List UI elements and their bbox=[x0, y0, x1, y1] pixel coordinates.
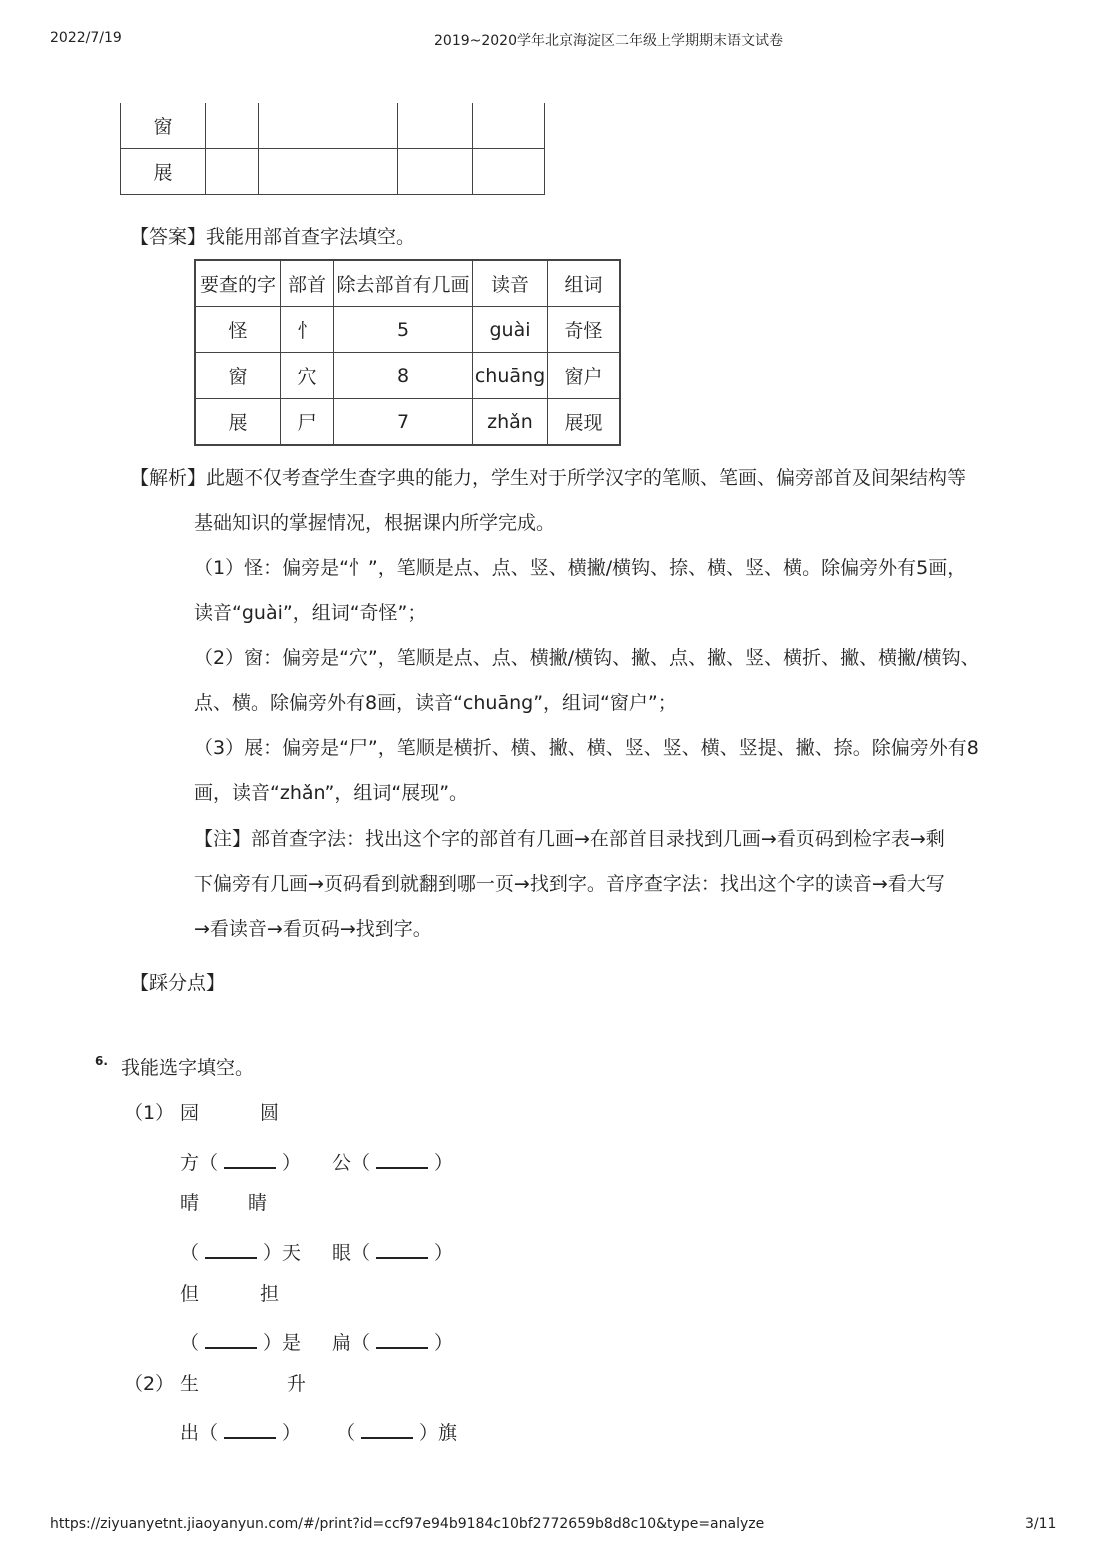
table-cell: 展 bbox=[121, 149, 206, 195]
table-cell: chuāng bbox=[473, 353, 548, 399]
fill-text: 出（ bbox=[180, 1422, 219, 1444]
table-cell: 窗户 bbox=[548, 353, 621, 399]
table-cell: 展 bbox=[195, 399, 281, 446]
analysis-text: 基础知识的掌握情况，根据课内所学完成。 bbox=[194, 512, 556, 534]
table-header-row bbox=[195, 260, 620, 307]
page-url: https://ziyuanyetnt.jiaoyanyun.com/#/print?id=ccf97e94b9184c10bf2772659b8d8c10&type=analyze bbox=[50, 1516, 765, 1532]
table-cell: 怪 bbox=[195, 307, 281, 353]
char-option: 生 bbox=[180, 1373, 200, 1395]
table-row bbox=[195, 399, 620, 446]
fill-text: ）天 bbox=[263, 1242, 302, 1264]
answer-line bbox=[130, 228, 415, 247]
fill-text: 眼（ bbox=[332, 1242, 371, 1264]
table-cell bbox=[206, 149, 259, 195]
char-option: 升 bbox=[287, 1373, 307, 1395]
table-row bbox=[121, 103, 545, 149]
fill-text: （ bbox=[180, 1242, 200, 1264]
fill-text: （ bbox=[336, 1422, 356, 1444]
fill-text: 扁（ bbox=[332, 1332, 371, 1354]
table-cell: 穴 bbox=[281, 353, 334, 399]
table-cell: zhǎn bbox=[473, 399, 548, 446]
answer-label: 【答案】 bbox=[130, 226, 207, 248]
table-cell bbox=[473, 149, 545, 195]
table-cell bbox=[259, 103, 398, 149]
fill-text: （ bbox=[180, 1332, 200, 1354]
analysis-point-1-cont: 读音“guài”，组词“奇怪”； bbox=[194, 602, 427, 624]
table-cell bbox=[398, 103, 473, 149]
answer-blank[interactable] bbox=[376, 1330, 428, 1349]
fill-line bbox=[180, 1420, 301, 1443]
continued-lookup-table bbox=[120, 103, 545, 195]
document-title: 2019~2020学年北京海淀区二年级上学期期末语文试卷 bbox=[434, 33, 783, 49]
table-cell: 窗 bbox=[195, 353, 281, 399]
analysis-point-3-cont: 画，读音“zhǎn”，组词“展现”。 bbox=[194, 782, 469, 804]
fill-text: ） bbox=[434, 1332, 454, 1354]
analysis-point-1: （1）怪：偏旁是“忄”，笔顺是点、点、竖、横撇/横钩、捺、横、竖、横。除偏旁外有5画， bbox=[194, 557, 967, 579]
table-cell: guài bbox=[473, 307, 548, 353]
fill-text: ） bbox=[434, 1152, 454, 1174]
answer-blank[interactable] bbox=[376, 1150, 428, 1169]
answer-table bbox=[194, 259, 621, 446]
print-date: 2022/7/19 bbox=[50, 30, 122, 46]
table-cell: 尸 bbox=[281, 399, 334, 446]
question-number: 6. bbox=[95, 1054, 108, 1068]
char-option: 园 bbox=[180, 1102, 200, 1124]
answer-blank[interactable] bbox=[376, 1240, 428, 1259]
char-option: 担 bbox=[260, 1283, 280, 1305]
analysis-text: 此题不仅考查学生查字典的能力，学生对于所学汉字的笔顺、笔画、偏旁部首及间架结构等 bbox=[206, 467, 967, 489]
analysis-point-2-cont: 点、横。除偏旁外有8画，读音“chuāng”，组词“窗户”； bbox=[194, 692, 677, 714]
char-option: 但 bbox=[180, 1283, 200, 1305]
analysis-line bbox=[130, 469, 966, 488]
answer-blank[interactable] bbox=[205, 1330, 257, 1349]
answer-blank[interactable] bbox=[224, 1420, 276, 1439]
part-label: （2） bbox=[124, 1373, 175, 1395]
table-cell: 7 bbox=[334, 399, 473, 446]
char-option: 晴 bbox=[180, 1192, 200, 1214]
table-cell bbox=[259, 149, 398, 195]
answer-blank[interactable] bbox=[205, 1240, 257, 1259]
table-row bbox=[121, 149, 545, 195]
column-header: 组词 bbox=[548, 260, 621, 307]
analysis-note-cont: 下偏旁有几画→页码看到就翻到哪一页→找到字。音序查字法：找出这个字的读音→看大写 bbox=[194, 873, 945, 895]
char-option: 睛 bbox=[248, 1192, 268, 1214]
table-cell: 窗 bbox=[121, 103, 206, 149]
table-cell: 忄 bbox=[281, 307, 334, 353]
fill-line bbox=[332, 1330, 453, 1353]
fill-text: ） bbox=[282, 1422, 302, 1444]
table-row bbox=[195, 353, 620, 399]
analysis-point-2: （2）窗：偏旁是“穴”，笔顺是点、点、横撇/横钩、撇、点、撇、竖、横折、撇、横撇/横钩、 bbox=[194, 647, 980, 669]
answer-blank[interactable] bbox=[224, 1150, 276, 1169]
fill-line bbox=[180, 1240, 301, 1263]
fill-text: ） bbox=[282, 1152, 302, 1174]
fill-text: ）旗 bbox=[419, 1422, 458, 1444]
table-cell bbox=[398, 149, 473, 195]
column-header: 读音 bbox=[473, 260, 548, 307]
question-prompt: 我能选字填空。 bbox=[121, 1057, 255, 1079]
fill-line bbox=[332, 1240, 453, 1263]
analysis-note-cont: →看读音→看页码→找到字。 bbox=[194, 918, 432, 940]
fill-line bbox=[180, 1330, 301, 1353]
table-cell bbox=[473, 103, 545, 149]
answer-blank[interactable] bbox=[361, 1420, 413, 1439]
fill-text: 公（ bbox=[332, 1152, 371, 1174]
analysis-note: 【注】部首查字法：找出这个字的部首有几画→在部首目录找到几画→看页码到检字表→剩 bbox=[194, 828, 945, 850]
analysis-label: 【解析】 bbox=[130, 467, 207, 489]
table-cell bbox=[206, 103, 259, 149]
fill-line bbox=[180, 1150, 301, 1173]
part-label: （1） bbox=[124, 1102, 175, 1124]
scoring-points-label: 【踩分点】 bbox=[130, 972, 226, 994]
answer-text: 我能用部首查字法填空。 bbox=[206, 226, 416, 248]
table-cell: 奇怪 bbox=[548, 307, 621, 353]
column-header: 要查的字 bbox=[195, 260, 281, 307]
char-option: 圆 bbox=[260, 1102, 280, 1124]
column-header: 除去部首有几画 bbox=[334, 260, 473, 307]
fill-line bbox=[332, 1150, 453, 1173]
page-number: 3/11 bbox=[1025, 1516, 1057, 1532]
fill-text: 方（ bbox=[180, 1152, 219, 1174]
table-cell: 8 bbox=[334, 353, 473, 399]
fill-text: ） bbox=[434, 1242, 454, 1264]
fill-line bbox=[336, 1420, 457, 1443]
table-cell: 5 bbox=[334, 307, 473, 353]
fill-text: ）是 bbox=[263, 1332, 302, 1354]
table-cell: 展现 bbox=[548, 399, 621, 446]
analysis-point-3: （3）展：偏旁是“尸”，笔顺是横折、横、撇、横、竖、竖、横、竖提、撇、捺。除偏旁外有8 bbox=[194, 737, 979, 759]
column-header: 部首 bbox=[281, 260, 334, 307]
table-row bbox=[195, 307, 620, 353]
